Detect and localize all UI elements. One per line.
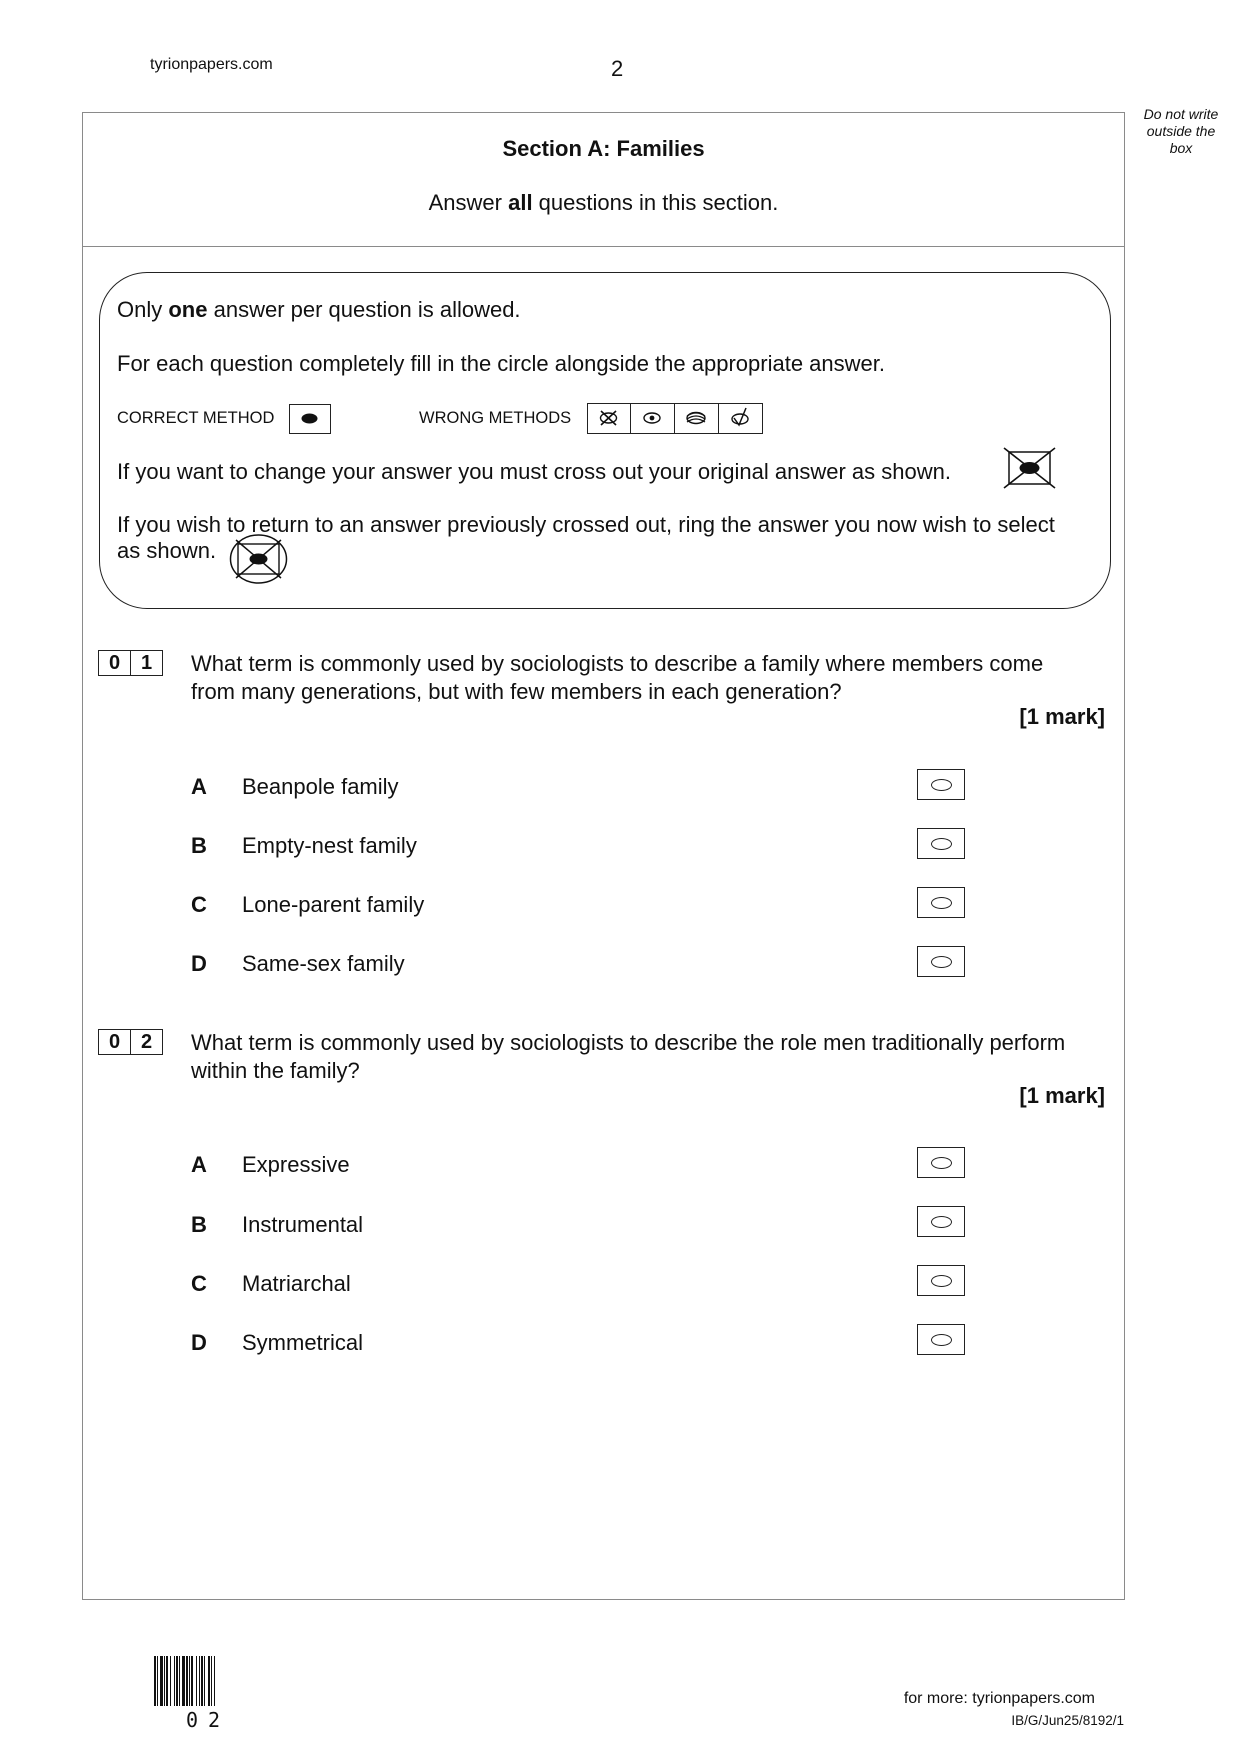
section-instruction (82, 190, 1125, 216)
instruction-text: Answer (428, 190, 509, 215)
correct-method-label: CORRECT METHOD (117, 409, 275, 427)
answer-bubble-02-c[interactable] (917, 1265, 965, 1296)
margin-note (1136, 106, 1226, 157)
rule-text: Only (117, 297, 169, 322)
change-answer-rule: If you want to change your answer you must cross out your original answer as shown. (117, 459, 951, 484)
question-02-text (191, 1029, 1141, 1085)
option-text: Beanpole family (242, 774, 399, 799)
return-answer-rule: If you wish to return to an answer previously crossed out, ring the answer you now wish to select (117, 512, 1055, 537)
question-text-line: from many generations, but with few members in each generation? (191, 679, 842, 704)
section-title: Section A: Families (502, 136, 705, 161)
margin-note-line: box (1169, 140, 1193, 156)
margin-note-line: Do not write (1143, 106, 1219, 122)
rule-emphasis: one (168, 297, 208, 322)
option-letter: A (191, 1152, 207, 1177)
question-text-line: What term is commonly used by sociologists to describe a family where members come (191, 651, 1044, 676)
oval-icon (931, 1216, 952, 1228)
option-letter: C (191, 892, 207, 917)
ticked-oval-icon (719, 403, 763, 434)
question-01-marks: [1 mark] (1019, 704, 1105, 729)
margin-note-line: outside the (1146, 123, 1216, 139)
question-digit: 0 (98, 650, 131, 676)
question-02-marks: [1 mark] (1019, 1083, 1105, 1108)
option-text: Empty-nest family (242, 833, 417, 858)
option-text: Lone-parent family (242, 892, 425, 917)
oval-icon (931, 897, 952, 909)
option-text: Matriarchal (242, 1271, 351, 1296)
option-text: Instrumental (242, 1212, 364, 1237)
question-text-line: within the family? (191, 1058, 360, 1083)
oval-icon (931, 1157, 952, 1169)
ringed-answer-example-icon (228, 533, 289, 585)
instruction-emphasis: all (508, 190, 533, 215)
barcode (154, 1656, 266, 1706)
option-letter: D (191, 951, 207, 976)
page-number: 2 (611, 56, 624, 81)
paper-code: IB/G/Jun25/8192/1 (1011, 1713, 1124, 1728)
option-text: Symmetrical (242, 1330, 364, 1355)
option-letter: D (191, 1330, 207, 1355)
instruction-text: questions in this section. (532, 190, 779, 215)
oval-icon (931, 1334, 952, 1346)
answer-bubble-02-b[interactable] (917, 1206, 965, 1237)
correct-method-example-icon (289, 404, 331, 434)
option-text: Same-sex family (242, 951, 405, 976)
answer-bubble-02-d[interactable] (917, 1324, 965, 1355)
dotted-oval-icon (631, 403, 675, 434)
one-answer-rule (117, 297, 521, 323)
question-digit: 0 (98, 1029, 131, 1055)
question-number-01 (98, 650, 163, 676)
answer-bubble-01-c[interactable] (917, 887, 965, 918)
rule-text: answer per question is allowed. (207, 297, 521, 322)
wrong-methods-examples (587, 403, 763, 434)
answer-bubble-01-b[interactable] (917, 828, 965, 859)
more-link[interactable]: for more: tyrionpapers.com (903, 1690, 1095, 1707)
oval-icon (931, 838, 952, 850)
option-letter: B (191, 1212, 207, 1237)
scribbled-oval-icon (675, 403, 719, 434)
oval-icon (931, 956, 952, 968)
fill-circle-rule: For each question completely fill in the circle alongside the appropriate answer. (117, 351, 885, 376)
option-letter: A (191, 774, 207, 799)
answer-bubble-01-d[interactable] (917, 946, 965, 977)
site-name: tyrionpapers.com (150, 56, 273, 73)
barcode-number: 02 (186, 1708, 231, 1732)
option-text: Expressive (242, 1152, 350, 1177)
return-answer-rule-cont: as shown. (117, 538, 217, 563)
question-digit: 1 (131, 650, 163, 676)
question-number-02 (98, 1029, 163, 1055)
answer-bubble-01-a[interactable] (917, 769, 965, 800)
question-01-text (191, 650, 1141, 706)
answer-bubble-02-a[interactable] (917, 1147, 965, 1178)
wrong-methods-label: WRONG METHODS (419, 409, 572, 427)
crossed-answer-example-icon (1003, 447, 1056, 489)
question-text-line: What term is commonly used by sociologists to describe the role men traditionally perform (191, 1030, 1066, 1055)
option-letter: C (191, 1271, 207, 1296)
question-digit: 2 (131, 1029, 163, 1055)
crossed-oval-icon (587, 403, 631, 434)
section-divider (82, 246, 1125, 247)
oval-icon (931, 779, 952, 791)
oval-icon (931, 1275, 952, 1287)
option-letter: B (191, 833, 207, 858)
